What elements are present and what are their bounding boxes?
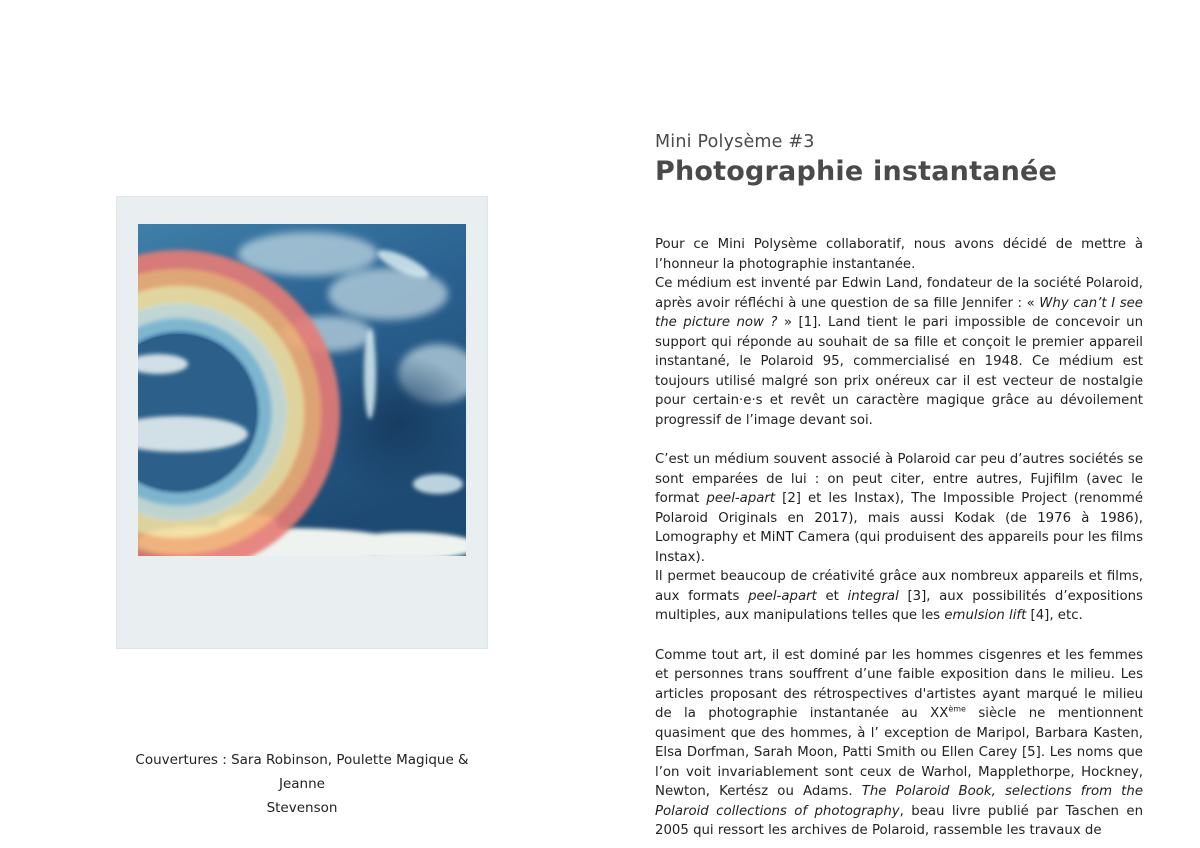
page-title: Photographie instantanée bbox=[655, 156, 1058, 187]
paragraph-creativity bbox=[655, 567, 1143, 626]
paragraph-brands bbox=[655, 450, 1143, 567]
emphasis-text: peel-apart bbox=[748, 588, 817, 604]
quote-text: Why can’t I see the picture now ? bbox=[655, 295, 1143, 330]
text-run: Il permet beaucoup de créativité grâce aux nombreux appareils et films, aux formats bbox=[655, 569, 1143, 604]
text-run: , beau livre publié par Taschen en 2005 qui ressort les archives de Polaroid, rassemble les travaux de bbox=[655, 803, 1143, 838]
text-run: [2] et les Instax), The Impossible Project (renommé Polaroid Originals en 2017), mais aussi Kodak (de 1976 à 1986), Lomography et MiNT Camera (qui produisent des appareils pour les films Instax). bbox=[655, 491, 1143, 565]
superscript: ème bbox=[948, 704, 966, 714]
text-run: siècle ne mentionnent quasiment que des hommes, à l’ exception de Maripol, Barbara Kasten, Elsa Dorfman, Sarah Moon, Patti Smith ou Ellen Carey [5]. Les noms que l’on voit invariablement sont ceux de Warhol, Mapplethorpe, Hockney, Newton, Kertész ou Adams. bbox=[655, 706, 1144, 799]
text-run: Pour ce Mini Polysème collaboratif, nous avons décidé de mettre à l’honneur la photographie instantanée. bbox=[655, 237, 1143, 272]
polaroid-print bbox=[116, 196, 488, 649]
text-run: [4], etc. bbox=[1026, 608, 1083, 623]
text-run: et bbox=[816, 588, 848, 604]
text-run: C’est un médium souvent associé à Polaroid car peu d’autres sociétés se sont emparées de lui : on peut citer, entre autres, Fujifilm (avec le format bbox=[655, 452, 1143, 506]
cover-credits-caption bbox=[116, 748, 488, 820]
paragraph-intro bbox=[655, 235, 1143, 274]
emphasis-text: integral bbox=[847, 588, 899, 604]
text-run: » [1]. Land tient le pari impossible de concevoir un support qui réponde au souhait de sa fille et conçoit le premier appareil instantané, le Polaroid 95, commercialisé en 1948. Ce médium est toujours utilisé malgré son prix onéreux car il est vecteur de nostalgie pour certain·e·s et revêt un caractère magique grâce au dévoilement progressif de l’image devant soi. bbox=[655, 315, 1143, 428]
text-run: Ce médium est inventé par Edwin Land, fondateur de la société Polaroid, après avoir réfléchi à une question de sa fille Jennifer : « bbox=[655, 276, 1143, 311]
paragraph-representation bbox=[655, 646, 1143, 841]
series-kicker: Mini Polysème #3 bbox=[655, 132, 815, 152]
text-run: [3], aux possibilités d’expositions multiples, aux manipulations telles que les bbox=[655, 588, 1143, 623]
caption-line: Stevenson bbox=[266, 800, 338, 816]
emphasis-text: emulsion lift bbox=[944, 608, 1027, 623]
paragraph-history bbox=[655, 274, 1143, 430]
caption-line: Couvertures : Sara Robinson, Poulette Magique & Jeanne bbox=[135, 752, 469, 792]
text-run: Comme tout art, il est dominé par les hommes cisgenres et les femmes et personnes trans souffrent d’une faible exposition dans le milieu. Les articles proposant des rétrospectives d'artistes ayant marqué le milieu de la photographie instantanée au XX bbox=[655, 647, 1143, 721]
book-title: The Polaroid Book, selections from the Polaroid collections of photography bbox=[655, 784, 1144, 819]
rainbow-photo bbox=[138, 224, 466, 556]
emphasis-text: peel-apart bbox=[706, 491, 776, 506]
article-body bbox=[655, 235, 1143, 841]
